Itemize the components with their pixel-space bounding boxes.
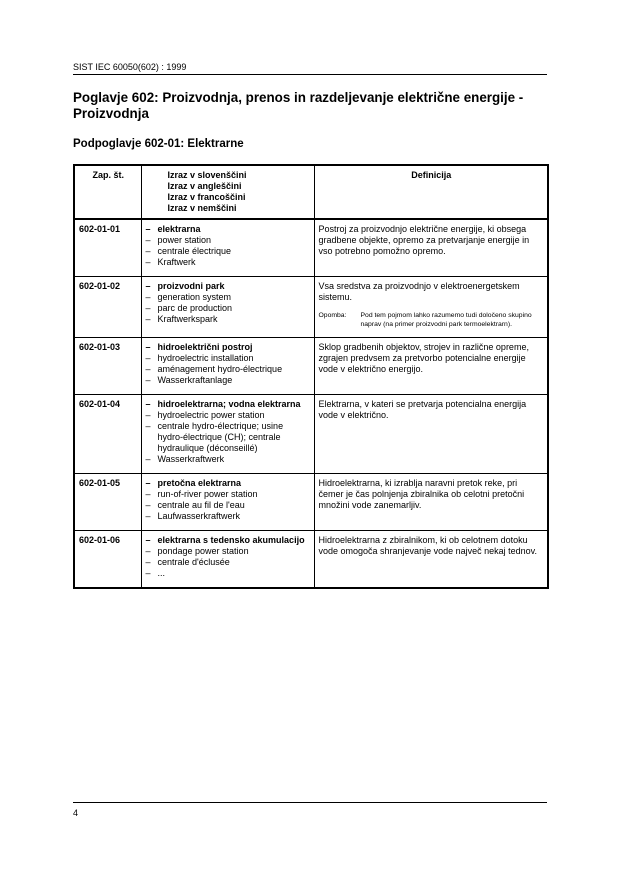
document-id: SIST IEC 60050(602) : 1999 xyxy=(73,62,187,72)
table-row xyxy=(74,338,548,395)
chapter-title: Poglavje 602: Proizvodnja, prenos in razdeljevanje električne energije - Proizvodnja xyxy=(73,90,524,121)
term-slovene: – elektrarna s tedensko akumulacijo xyxy=(146,535,311,546)
term-french: – centrale au fil de l'eau xyxy=(146,500,311,511)
entry-definition-cell xyxy=(314,277,548,338)
entry-terms xyxy=(141,277,314,338)
term-french: – centrale hydro-électrique; usine hydro-électrique (CH); centrale hydraulique (déconseillé) xyxy=(146,421,311,454)
terms-table xyxy=(73,164,549,589)
entry-number: 602-01-02 xyxy=(74,277,141,338)
number-column-header: Zap. št. xyxy=(74,165,141,219)
term-french: – parc de production xyxy=(146,303,311,314)
term-german: – ... xyxy=(146,568,311,579)
header-german: Izraz v nemščini xyxy=(167,203,237,213)
term-slovene: – hidroelektrični postroj xyxy=(146,342,311,353)
term-english: – pondage power station xyxy=(146,546,311,557)
entry-definition: Hidroelektrarna z zbiralnikom, ki ob celotnem dotoku vode omogoča shranjevanje vode največ nekaj tednov. xyxy=(314,531,548,589)
entry-number: 602-01-06 xyxy=(74,531,141,589)
terms-column-header xyxy=(141,165,314,219)
term-german: – Laufwasserkraftwerk xyxy=(146,511,311,522)
table-row xyxy=(74,395,548,474)
entry-terms xyxy=(141,219,314,277)
entry-definition: Sklop gradbenih objektov, strojev in različne opreme, zgrajen predvsem za pretvorbo potencialne energije vode v električno energijo. xyxy=(314,338,548,395)
page-number: 4 xyxy=(73,808,79,818)
note-text: Pod tem pojmom lahko razumemo tudi določeno skupino naprav (na primer proizvodni park termoelektrarn). xyxy=(360,312,532,328)
footer-rule xyxy=(73,802,547,803)
header-rule xyxy=(73,74,547,75)
term-slovene: – pretočna elektrarna xyxy=(146,478,311,489)
term-german: – Wasserkraftwerk xyxy=(146,454,311,465)
table-header-row xyxy=(74,165,548,219)
entry-number: 602-01-05 xyxy=(74,474,141,531)
header-french: Izraz v francoščini xyxy=(167,192,246,202)
term-english: – hydroelectric installation xyxy=(146,353,311,364)
term-slovene: – proizvodni park xyxy=(146,281,311,292)
entry-number: 602-01-04 xyxy=(74,395,141,474)
term-german: – Wasserkraftanlage xyxy=(146,375,311,386)
table-row xyxy=(74,277,548,338)
entry-number: 602-01-01 xyxy=(74,219,141,277)
term-english: – hydroelectric power station xyxy=(146,410,311,421)
entry-definition: Vsa sredstva za proizvodnjo v elektroenergetskem sistemu. xyxy=(318,281,520,302)
entry-number: 602-01-03 xyxy=(74,338,141,395)
entry-definition: Elektrarna, v kateri se pretvarja potencialna energija vode v električno. xyxy=(314,395,548,474)
entry-terms xyxy=(141,531,314,589)
header-english: Izraz v angleščini xyxy=(167,181,242,191)
table-row xyxy=(74,531,548,589)
term-german: – Kraftwerk xyxy=(146,257,311,268)
entry-terms xyxy=(141,474,314,531)
term-slovene: – elektrarna xyxy=(146,224,311,235)
entry-terms xyxy=(141,338,314,395)
entry-terms xyxy=(141,395,314,474)
term-french: – centrale d'éclusée xyxy=(146,557,311,568)
term-german: – Kraftwerkspark xyxy=(146,314,311,325)
definition-column-header: Definicija xyxy=(314,165,548,219)
term-english: – generation system xyxy=(146,292,311,303)
term-french: – centrale électrique xyxy=(146,246,311,257)
term-slovene: – hidroelektrarna; vodna elektrarna xyxy=(146,399,311,410)
term-english: – power station xyxy=(146,235,311,246)
entry-definition: Postroj za proizvodnjo električne energije, ki obsega gradbene objekte, opremo za pretvarjanje energije in vso potrebno pomožno opremo. xyxy=(314,219,548,277)
term-english: – run-of-river power station xyxy=(146,489,311,500)
subchapter-title: Podpoglavje 602-01: Elektrarne xyxy=(73,138,244,150)
entry-note xyxy=(319,312,545,329)
table-row xyxy=(74,474,548,531)
table-row xyxy=(74,219,548,277)
header-slovene: Izraz v slovenščini xyxy=(167,170,247,180)
entry-definition: Hidroelektrarna, ki izrablja naravni pretok reke, pri čemer je čas polnjenja zbiralnika ob celotni pretočni množini vode zanemarljiv. xyxy=(314,474,548,531)
term-french: – aménagement hydro-électrique xyxy=(146,364,311,375)
note-label: Opomba: xyxy=(318,312,347,319)
